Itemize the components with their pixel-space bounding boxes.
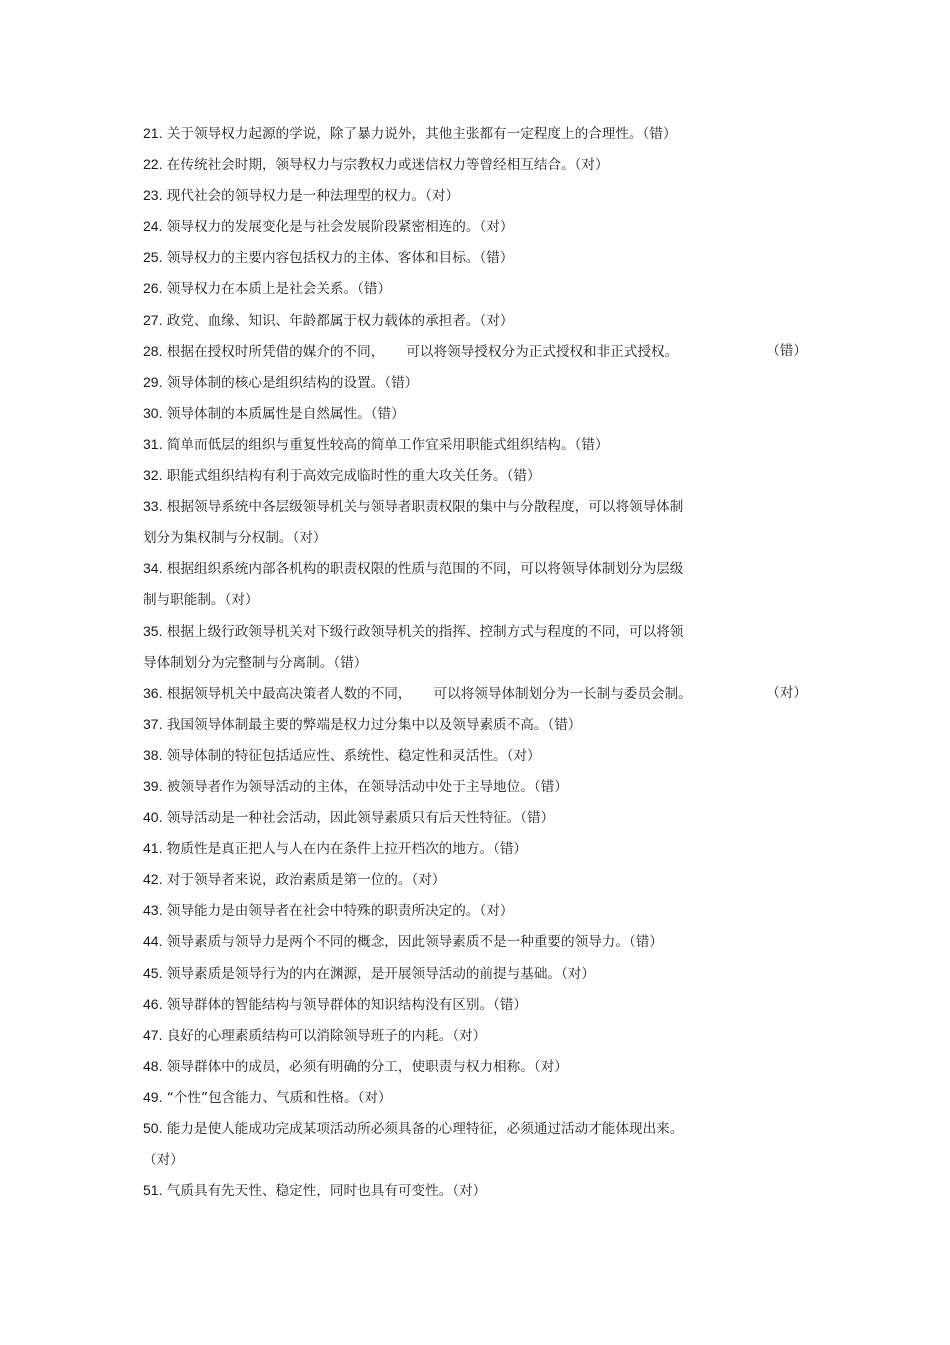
list-item: 29. 领导体制的核心是组织结构的设置。（错） bbox=[143, 373, 419, 391]
list-item: 27. 政党、血缘、知识、年龄都属于权力载体的承担者。（对） bbox=[143, 311, 514, 329]
list-item: 43. 领导能力是由领导者在社会中特殊的职责所决定的。（对） bbox=[143, 902, 514, 920]
list-item: 48. 领导群体中的成员，必须有明确的分工，使职责与权力相称。（对） bbox=[143, 1057, 568, 1075]
list-item: 33. 根据领导系统中各层级领导机关与领导者职责权限的集中与分散程度，可以将领导体制 bbox=[143, 498, 684, 516]
list-item: 42. 对于领导者来说，政治素质是第一位的。（对） bbox=[143, 871, 446, 889]
list-item: 47. 良好的心理素质结构可以消除领导班子的内耗。（对） bbox=[143, 1026, 487, 1044]
list-item: 39. 被领导者作为领导活动的主体，在领导活动中处于主导地位。（错） bbox=[143, 777, 568, 795]
list-item: 40. 领导活动是一种社会活动，因此领导素质只有后天性特征。（错） bbox=[143, 809, 555, 827]
list-item: 32. 职能式组织结构有利于高效完成临时性的重大攻关任务。（错） bbox=[143, 467, 541, 485]
list-item: 28. 根据在授权时所凭借的媒介的不同， 可以将领导授权分为正式授权和非正式授权。 （错） bbox=[143, 342, 807, 360]
list-item: 45. 领导素质是领导行为的内在渊源，是开展领导活动的前提与基础。（对） bbox=[143, 964, 595, 982]
list-item: 46. 领导群体的智能结构与领导群体的知识结构没有区别。（错） bbox=[143, 995, 528, 1013]
list-item-continuation: 划分为集权制与分权制。（对） bbox=[143, 530, 327, 547]
list-item: 41. 物质性是真正把人与人在内在条件上拉开档次的地方。（错） bbox=[143, 840, 528, 858]
list-item: 22. 在传统社会时期，领导权力与宗教权力或迷信权力等曾经相互结合。（对） bbox=[143, 156, 609, 174]
list-item: 24. 领导权力的发展变化是与社会发展阶段紧密相连的。（对） bbox=[143, 218, 514, 236]
list-item: 26. 领导权力在本质上是社会关系。（错） bbox=[143, 280, 392, 298]
list-item: 31. 简单而低层的组织与重复性较高的简单工作宜采用职能式组织结构。（错） bbox=[143, 435, 609, 453]
list-item: 50. 能力是使人能成功完成某项活动所必须具备的心理特征，必须通过活动才能体现出来。 bbox=[143, 1120, 684, 1137]
list-item-continuation: 导体制划分为完整制与分离制。（错） bbox=[143, 654, 368, 671]
list-item: 37. 我国领导体制最主要的弊端是权力过分集中以及领导素质不高。（错） bbox=[143, 715, 582, 733]
list-item-continuation: 制与职能制。（对） bbox=[143, 592, 259, 609]
list-item: 34. 根据组织系统内部各机构的职责权限的性质与范围的不同，可以将领导体制划分为层级 bbox=[143, 560, 684, 578]
list-item: 49. “个性”包含能力、气质和性格。（对） bbox=[143, 1088, 392, 1106]
list-item: 36. 根据领导机关中最高决策者人数的不同， 可以将领导体制划分为一长制与委员会制。 （对） bbox=[143, 684, 807, 702]
list-item: 21. 关于领导权力起源的学说，除了暴力说外，其他主张都有一定程度上的合理性。（错） bbox=[143, 125, 677, 142]
list-item: 30. 领导体制的本质属性是自然属性。（错） bbox=[143, 404, 405, 422]
list-item: 35. 根据上级行政领导机关对下级行政领导机关的指挥、控制方式与程度的不同，可以将领 bbox=[143, 622, 684, 640]
list-item-continuation: （对） bbox=[143, 1152, 184, 1169]
list-item: 44. 领导素质与领导力是两个不同的概念，因此领导素质不是一种重要的领导力。（错） bbox=[143, 933, 663, 951]
list-item: 51. 气质具有先天性、稳定性，同时也具有可变性。（对） bbox=[143, 1182, 487, 1200]
list-item: 23. 现代社会的领导权力是一种法理型的权力。（对） bbox=[143, 187, 460, 205]
list-item: 38. 领导体制的特征包括适应性、系统性、稳定性和灵活性。（对） bbox=[143, 746, 541, 764]
list-item: 25. 领导权力的主要内容包括权力的主体、客体和目标。（错） bbox=[143, 249, 514, 267]
question-list bbox=[143, 118, 823, 1206]
